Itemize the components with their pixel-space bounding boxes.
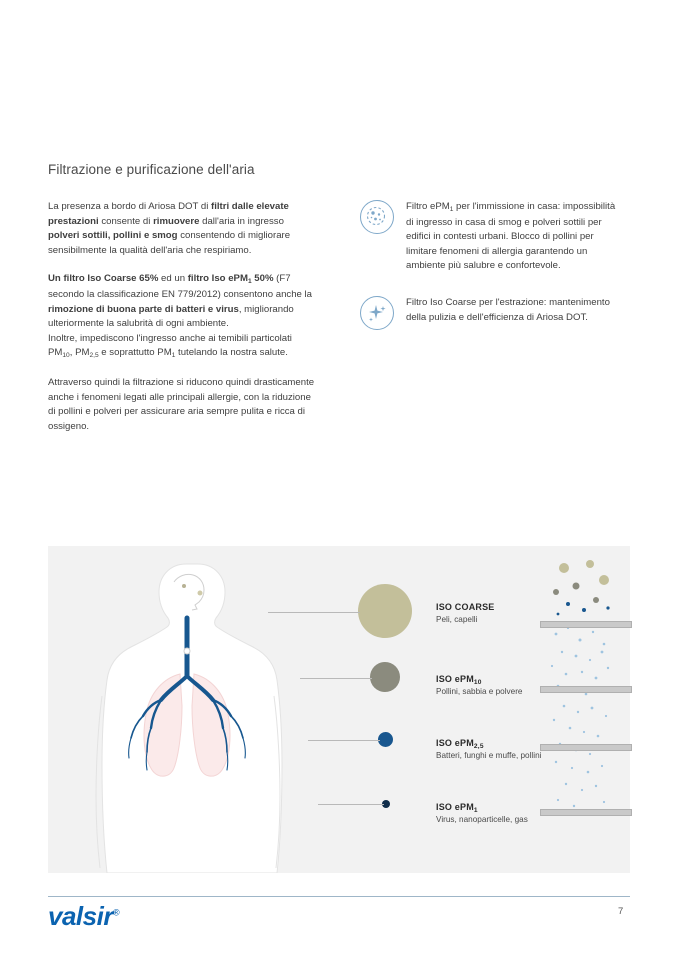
legend-label-group — [436, 738, 541, 760]
icon-block-text: Filtro Iso Coarse per l'estrazione: mantenimento della pulizia e dell'efficienza di Ariosa DOT. — [406, 297, 610, 323]
legend-subtitle: Peli, capelli — [436, 615, 478, 624]
legend-label-group — [436, 802, 528, 824]
icon-block-extraction — [360, 296, 622, 370]
legend-title: ISO ePM$_{2,5}$ — [436, 738, 484, 750]
legend-label-group — [436, 602, 495, 624]
human-silhouette-illustration — [68, 546, 308, 873]
legend-title: ISO ePM$_{10}$ — [436, 674, 482, 686]
icon-block-intake — [360, 200, 622, 274]
legend-label-group — [436, 674, 522, 696]
left-text-column — [48, 200, 316, 448]
sparkle-icon — [360, 296, 394, 330]
filter-bar — [540, 809, 632, 816]
legend-subtitle: Pollini, sabbia e polvere — [436, 687, 523, 696]
filter-bar — [540, 686, 632, 693]
icon-block-text: Filtro ePM$_1$ per l'immissione in casa: impossibilità di ingresso in casa di smog e polveri sottili per edifici in contesti urbani. Blocco di pollini per limitare fenomeni di allergia garantendo un ambiente più salubre e confortevole. — [406, 201, 616, 272]
leader-line — [268, 612, 360, 613]
paragraph-2: Un filtro Iso Coarse 65% ed un filtro Iso ePM$_1$ 50% (F7 secondo la classificazione EN 779/2012) consentono anche la rimozione di buona parte di batteri e virus, migliorando ulteriormente la salubrità di ogni ambiente. Inoltre, impediscono l'ingresso anche ai temibili particolati $PM_{10}$, $PM_{2,5}$ e soprattutto $PM_1$ tutelando la nostra salute. — [48, 273, 313, 360]
page-number: 7 — [618, 906, 624, 917]
legend-dot — [378, 732, 393, 747]
legend-dot — [370, 662, 400, 692]
figure-filtration-diagram — [48, 546, 630, 873]
leader-line — [300, 678, 372, 679]
page-title: Filtrazione e purificazione dell'aria — [48, 162, 255, 177]
right-icon-column — [360, 200, 622, 392]
footer-divider — [48, 896, 630, 897]
filter-bar — [540, 744, 632, 751]
particles-circle-icon — [360, 200, 394, 234]
legend-title: ISO ePM$_1$ — [436, 802, 478, 814]
valsir-logo: valsir® — [48, 901, 120, 931]
legend-subtitle: Batteri, funghi e muffe, pollini — [436, 751, 542, 760]
legend-title: ISO COARSE — [436, 602, 495, 612]
leader-line — [308, 740, 380, 741]
filter-bar — [540, 621, 632, 628]
filter-stack-illustration — [538, 556, 638, 856]
legend-dot — [358, 584, 412, 638]
legend-subtitle: Virus, nanoparticelle, gas — [436, 815, 528, 824]
paragraph-3: Attraverso quindi la filtrazione si riducono quindi drasticamente anche i fenomeni legati alle principali allergie, con la riduzione di pollini e polveri per assicurare aria sempre pulita e ricca di ossigeno. — [48, 376, 315, 432]
paragraph-1: La presenza a bordo di Ariosa DOT di filtri dalle elevate prestazioni consente di rimuovere dall'aria in ingresso polveri sottili, pollini e smog consentendo di migliorare sensibilmente la qualità dell'aria che respiriamo. — [48, 201, 291, 256]
leader-line — [318, 804, 384, 805]
